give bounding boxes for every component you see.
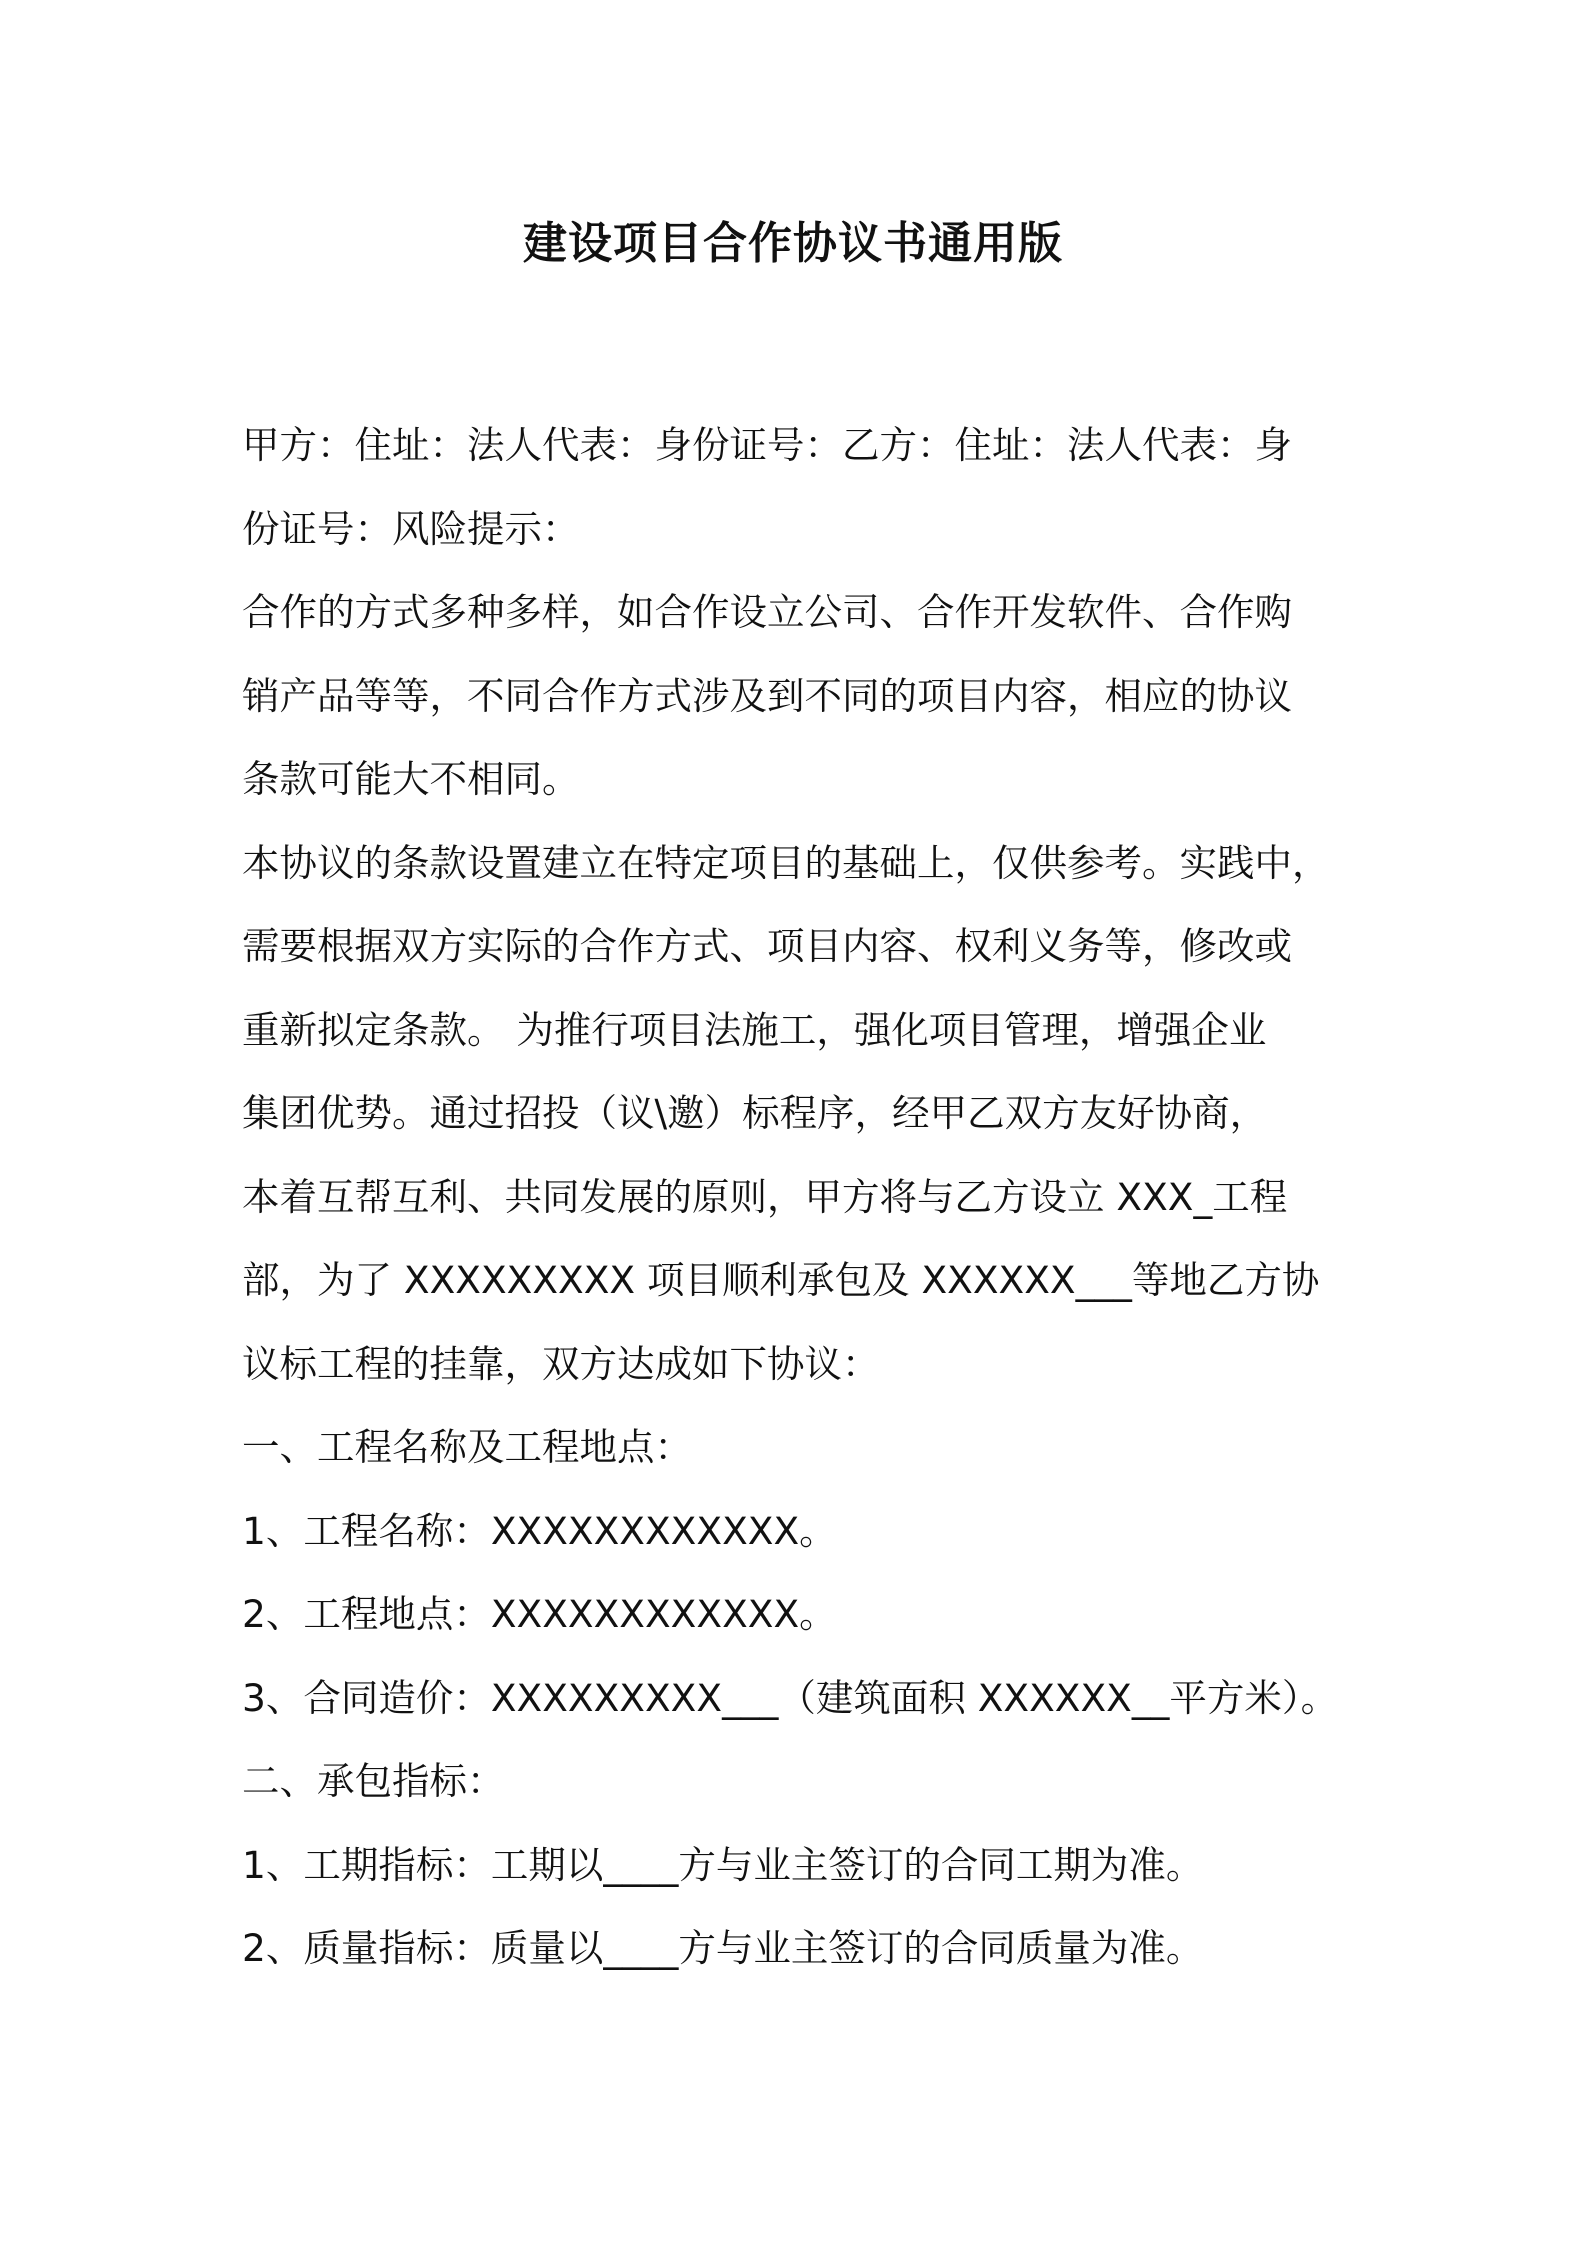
list-item: 1、工程名称：XXXXXXXXXXXX。 [242, 1508, 837, 1553]
text-line: 甲方：住址：法人代表：身份证号：乙方：住址：法人代表：身 [242, 423, 1292, 467]
text-line: 本协议的条款设置建立在特定项目的基础上，仅供参考。实践中， [242, 840, 1330, 885]
list-item: 2、工程地点：XXXXXXXXXXXX。 [242, 1592, 837, 1636]
section-heading: 二、承包指标： [242, 1759, 505, 1803]
list-item: 1、工期指标：工期以____方与业主签订的合同工期为准。 [242, 1842, 1204, 1887]
text-line: 重新拟定条款。 为推行项目法施工，强化项目管理，增强企业 [242, 1007, 1267, 1052]
section-heading: 一、工程名称及工程地点： [242, 1425, 692, 1469]
document-title: 建设项目合作协议书通用版 [523, 218, 1063, 269]
list-item: 2、质量指标：质量以____方与业主签订的合同质量为准。 [242, 1926, 1204, 1970]
list-item: 3、合同造价：XXXXXXXXX___（建筑面积 XXXXXX__平方米）。 [242, 1675, 1339, 1720]
text-line: 本着互帮互利、共同发展的原则，甲方将与乙方设立 XXX_工程 [242, 1174, 1288, 1219]
text-line: 需要根据双方实际的合作方式、项目内容、权利义务等，修改或 [242, 924, 1292, 968]
text-line: 条款可能大不相同。 [242, 757, 580, 801]
text-line: 合作的方式多种多样，如合作设立公司、合作开发软件、合作购 [242, 590, 1292, 634]
document-body [242, 404, 1354, 1991]
text-line: 销产品等等，不同合作方式涉及到不同的项目内容，相应的协议 [242, 673, 1292, 718]
text-line: 部，为了 XXXXXXXXX 项目顺利承包及 XXXXXX___等地乙方协 [242, 1258, 1320, 1302]
text-line: 份证号：风险提示： [242, 506, 580, 551]
text-line: 议标工程的挂靠，双方达成如下协议： [242, 1341, 880, 1386]
text-line: 集团优势。通过招投（议\邀）标程序，经甲乙双方友好协商， [242, 1091, 1268, 1135]
